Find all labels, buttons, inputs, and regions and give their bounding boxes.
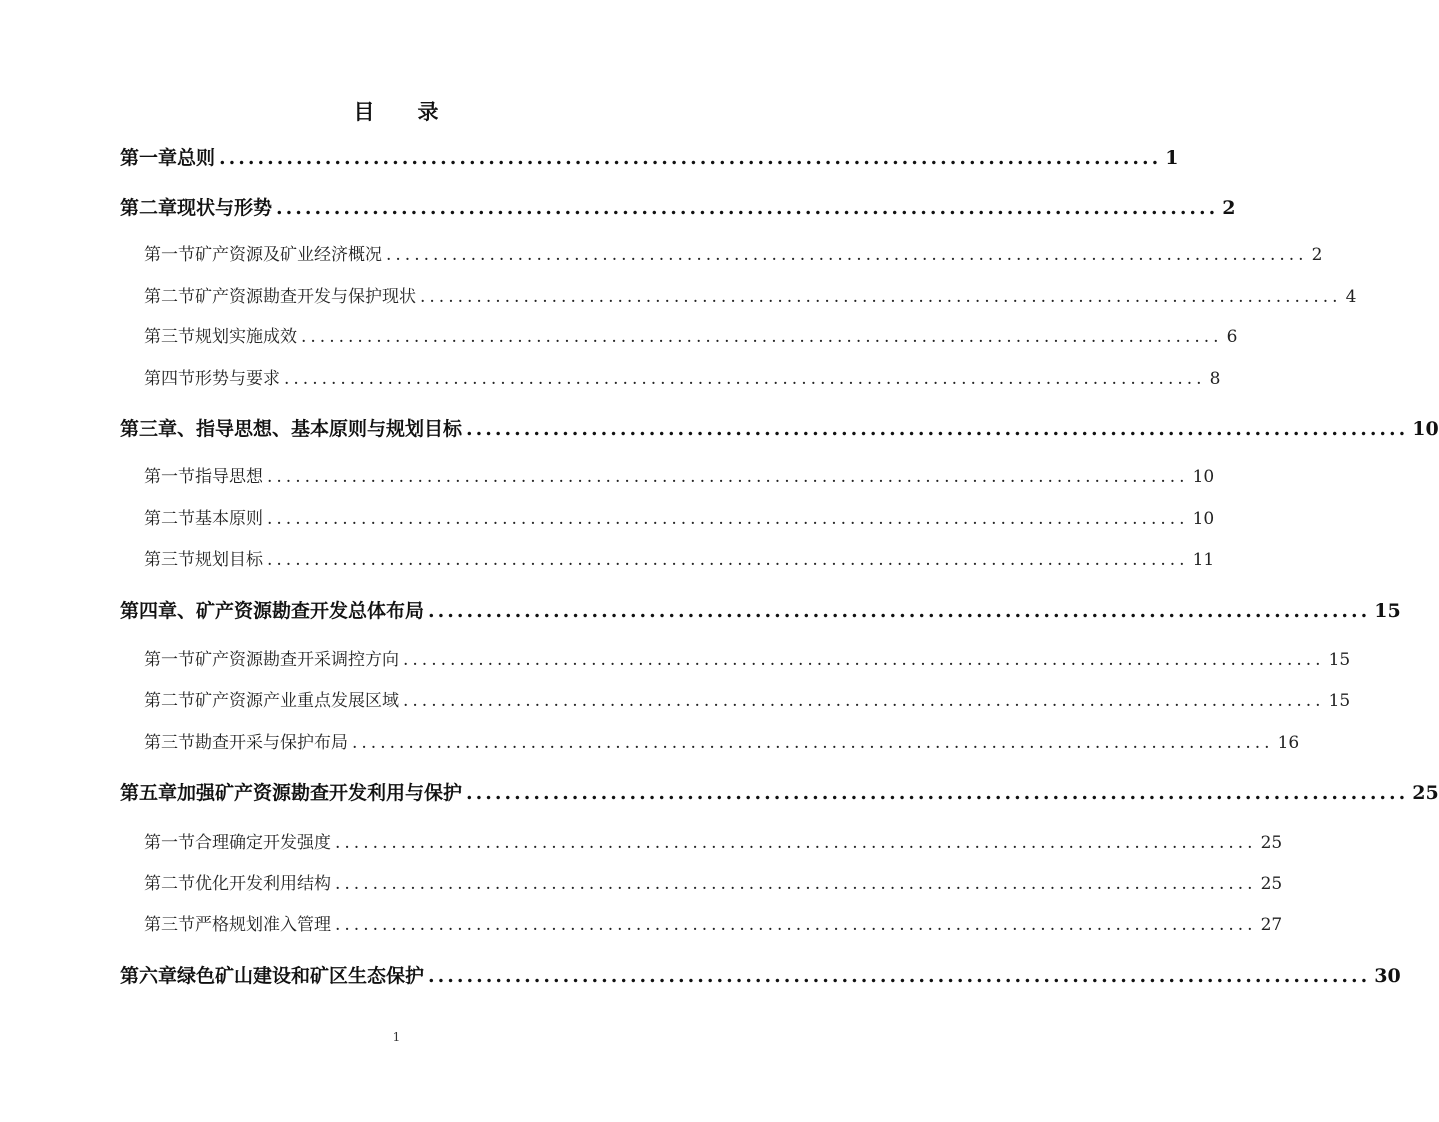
toc-entry-label: 绿色矿山建设和矿区生态保护 <box>177 965 425 987</box>
toc-chapter-entry[interactable] <box>120 596 1401 623</box>
toc-chapter-entry[interactable] <box>120 143 1179 170</box>
toc-section-entry[interactable] <box>144 686 1351 711</box>
toc-entry-number: 第一节 <box>144 833 195 853</box>
toc-entry-number: 第一节 <box>144 467 195 487</box>
toc-entry-page: 30 <box>1374 965 1401 987</box>
toc-entry-number: 第三节 <box>144 915 195 935</box>
toc-section-entry[interactable] <box>144 322 1238 347</box>
toc-entry-label: 严格规划准入管理 <box>195 915 331 935</box>
toc-dot-leader: .................................................................................................. <box>335 833 1257 853</box>
toc-entry-page: 25 <box>1260 833 1283 853</box>
toc-entry-page: 25 <box>1260 874 1283 894</box>
toc-section-entry[interactable] <box>144 364 1221 389</box>
toc-entry-label: 指导思想、基本原则与规划目标 <box>196 418 463 440</box>
toc-dot-leader: .................................................................................................. <box>466 782 1409 804</box>
toc-entry-label: 规划目标 <box>195 550 263 570</box>
toc-entry-label: 总则 <box>177 147 216 169</box>
toc-dot-leader: .................................................................................................. <box>352 733 1274 753</box>
toc-entry-page: 4 <box>1345 287 1357 307</box>
toc-dot-leader: .................................................................................................. <box>335 874 1257 894</box>
toc-entry-label: 规划实施成效 <box>195 327 297 347</box>
toc-entry-number: 第二节 <box>144 874 195 894</box>
toc-title-part1: 目 <box>353 99 376 124</box>
toc-entry-page: 10 <box>1192 509 1215 529</box>
toc-dot-leader: .................................................................................................. <box>301 327 1223 347</box>
toc-entry-page: 25 <box>1412 782 1439 804</box>
toc-entry-number: 第六章 <box>120 965 178 987</box>
toc-section-entry[interactable] <box>144 282 1357 307</box>
toc-entry-label: 优化开发利用结构 <box>195 874 331 894</box>
toc-entry-page: 16 <box>1277 733 1300 753</box>
toc-entry-number: 第一节 <box>144 245 195 265</box>
toc-entry-number: 第三节 <box>144 733 195 753</box>
toc-dot-leader: .................................................................................................. <box>219 147 1162 169</box>
toc-dot-leader: .................................................................................................. <box>267 467 1189 487</box>
toc-entry-number: 第二节 <box>144 509 195 529</box>
toc-entry-number: 第三章、 <box>120 418 197 440</box>
toc-dot-leader: .................................................................................................. <box>335 915 1257 935</box>
toc-entry-label: 基本原则 <box>195 509 263 529</box>
toc-section-entry[interactable] <box>144 910 1283 935</box>
toc-entry-label: 勘查开采与保护布局 <box>195 733 348 753</box>
toc-dot-leader: .................................................................................................. <box>403 691 1325 711</box>
toc-chapter-entry[interactable] <box>120 193 1236 220</box>
toc-dot-leader: .................................................................................................. <box>276 197 1219 219</box>
toc-entry-page: 10 <box>1412 418 1439 440</box>
toc-entry-number: 第三节 <box>144 327 195 347</box>
toc-entry-label: 加强矿产资源勘查开发利用与保护 <box>177 782 463 804</box>
toc-entry-number: 第二章 <box>120 197 178 219</box>
toc-entry-number: 第二节 <box>144 691 195 711</box>
toc-section-entry[interactable] <box>144 240 1323 265</box>
toc-chapter-entry[interactable] <box>120 961 1401 988</box>
toc-entry-label: 矿产资源勘查开发与保护现状 <box>195 287 416 307</box>
toc-section-entry[interactable] <box>144 728 1300 753</box>
toc-title-part2: 录 <box>417 99 440 124</box>
toc-entry-number: 第四节 <box>144 369 195 389</box>
toc-dot-leader: .................................................................................................. <box>420 287 1342 307</box>
toc-entry-page: 10 <box>1192 467 1215 487</box>
toc-section-entry[interactable] <box>144 645 1351 670</box>
toc-dot-leader: .................................................................................................. <box>428 965 1371 987</box>
toc-entry-page: 15 <box>1328 691 1351 711</box>
toc-section-entry[interactable] <box>144 828 1283 853</box>
toc-entry-page: 2 <box>1311 245 1323 265</box>
toc-section-entry[interactable] <box>144 869 1283 894</box>
toc-entry-page: 27 <box>1260 915 1283 935</box>
toc-entry-page: 6 <box>1226 327 1238 347</box>
toc-entry-label: 矿产资源勘查开发总体布局 <box>196 600 425 622</box>
toc-entry-page: 2 <box>1222 197 1236 219</box>
toc-entry-number: 第一节 <box>144 650 195 670</box>
toc-dot-leader: .................................................................................................. <box>386 245 1308 265</box>
toc-entry-label: 矿产资源及矿业经济概况 <box>195 245 382 265</box>
toc-entry-label: 合理确定开发强度 <box>195 833 331 853</box>
toc-entry-number: 第二节 <box>144 287 195 307</box>
toc-entry-label: 形势与要求 <box>195 369 280 389</box>
toc-dot-leader: .................................................................................................. <box>284 369 1206 389</box>
toc-entry-number: 第一章 <box>120 147 178 169</box>
toc-dot-leader: .................................................................................................. <box>267 509 1189 529</box>
toc-section-entry[interactable] <box>144 462 1215 487</box>
toc-entry-label: 矿产资源勘查开采调控方向 <box>195 650 399 670</box>
toc-entry-number: 第三节 <box>144 550 195 570</box>
toc-entry-label: 指导思想 <box>195 467 263 487</box>
toc-entry-page: 15 <box>1328 650 1351 670</box>
toc-section-entry[interactable] <box>144 545 1215 570</box>
toc-entry-label: 现状与形势 <box>177 197 273 219</box>
toc-entry-number: 第四章、 <box>120 600 197 622</box>
toc-dot-leader: .................................................................................................. <box>466 418 1409 440</box>
toc-entry-page: 15 <box>1374 600 1401 622</box>
toc-dot-leader: .................................................................................................. <box>428 600 1371 622</box>
toc-entry-label: 矿产资源产业重点发展区域 <box>195 691 399 711</box>
toc-entry-page: 1 <box>1165 147 1179 169</box>
toc-chapter-entry[interactable] <box>120 414 1439 441</box>
toc-entry-page: 11 <box>1192 550 1215 570</box>
toc-section-entry[interactable] <box>144 504 1215 529</box>
toc-entry-page: 8 <box>1209 369 1221 389</box>
toc-chapter-entry[interactable] <box>120 778 1439 805</box>
page-number: 1 <box>392 1030 401 1044</box>
toc-dot-leader: .................................................................................................. <box>403 650 1325 670</box>
toc-dot-leader: .................................................................................................. <box>267 550 1189 570</box>
toc-entry-number: 第五章 <box>120 782 178 804</box>
